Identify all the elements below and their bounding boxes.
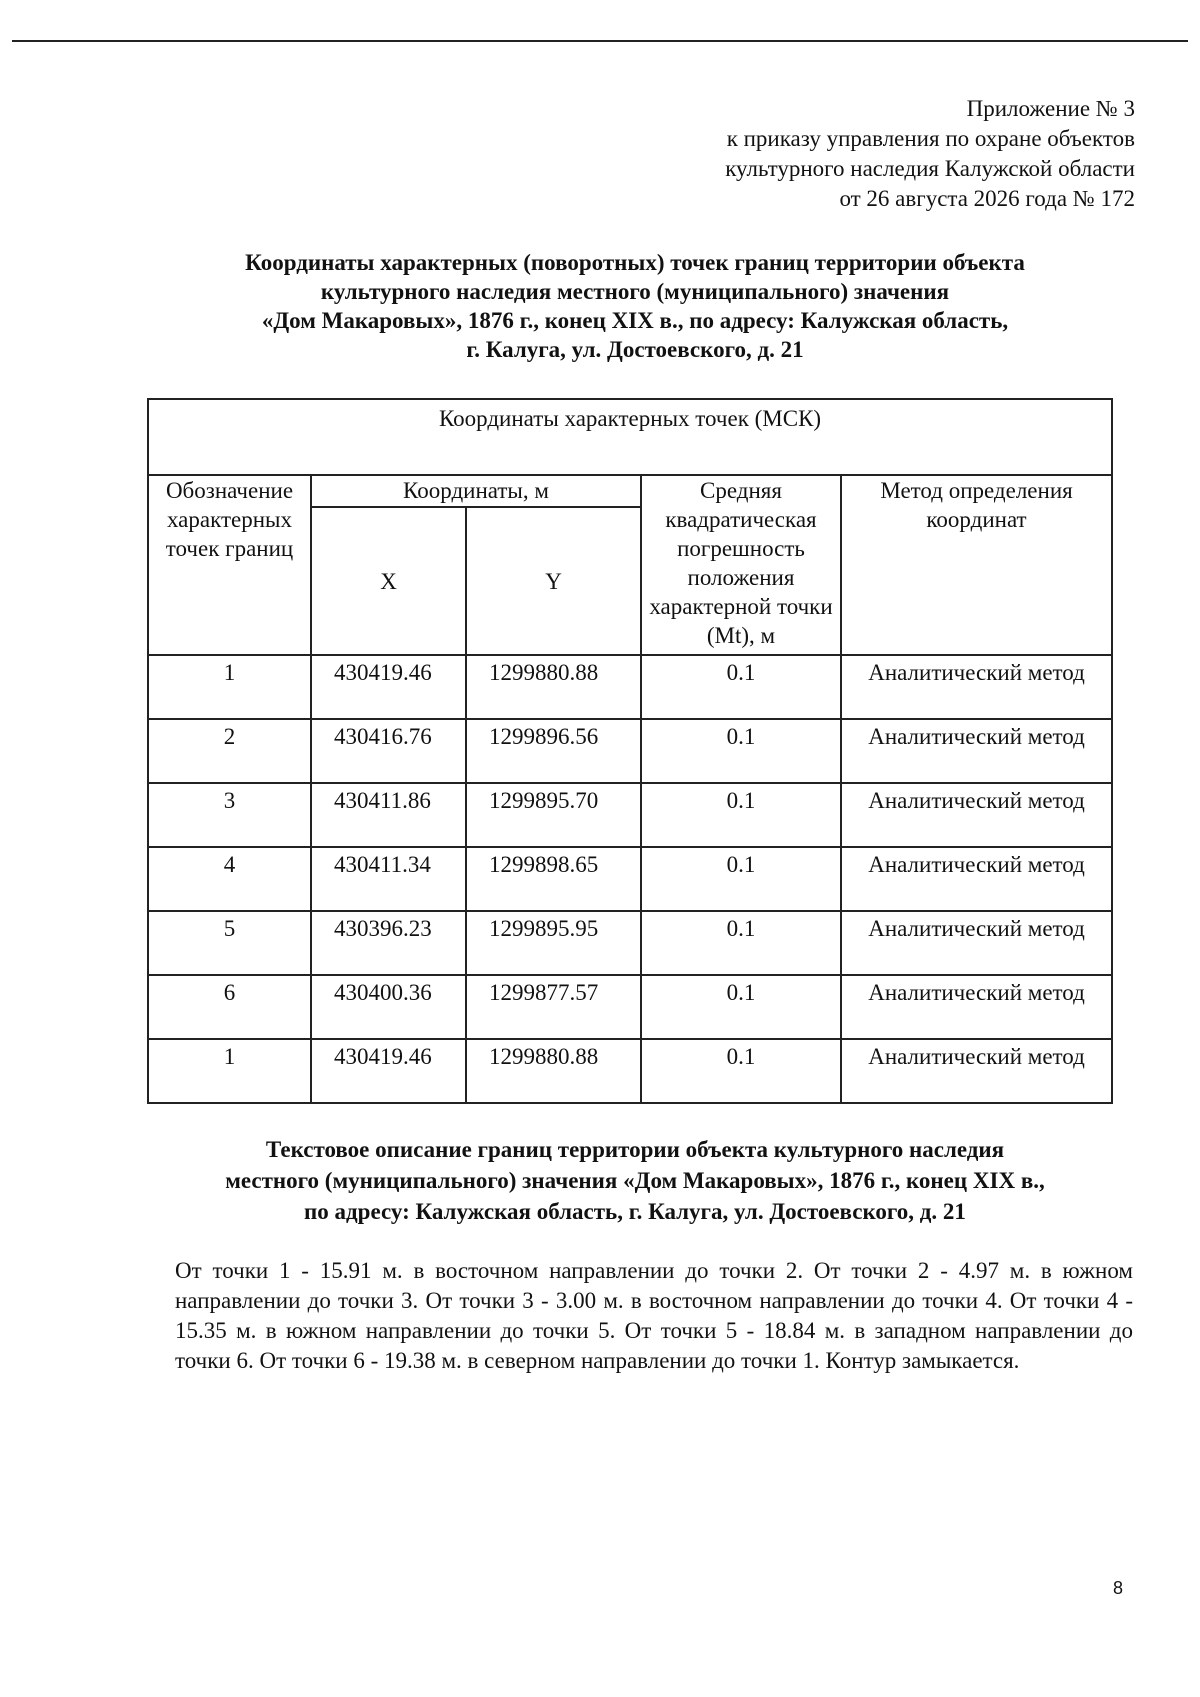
cell-point: 5: [148, 911, 311, 975]
table-row: [148, 975, 1112, 1039]
cell-x: 430400.36: [311, 975, 466, 1039]
table-row: [148, 719, 1112, 783]
cell-mt: 0.1: [641, 655, 841, 719]
description-title: [150, 1134, 1120, 1227]
appendix-line: от 26 августа 2026 года № 172: [839, 186, 1135, 211]
cell-y: 1299880.88: [466, 1039, 641, 1103]
header-point: Обозначение характерных точек границ: [148, 475, 311, 655]
cell-x: 430419.46: [311, 1039, 466, 1103]
cell-x: 430411.86: [311, 783, 466, 847]
cell-mt: 0.1: [641, 911, 841, 975]
cell-point: 1: [148, 655, 311, 719]
cell-mt: 0.1: [641, 847, 841, 911]
header-y: Y: [466, 507, 641, 655]
subtitle-line: Текстовое описание границ территории объекта культурного наследия: [265, 1137, 1005, 1162]
appendix-header: [575, 94, 1135, 214]
cell-y: 1299895.70: [466, 783, 641, 847]
cell-point: 1: [148, 1039, 311, 1103]
subtitle-line: местного (муниципального) значения «Дом Макаровых», 1876 г., конец XIX в.,: [225, 1168, 1045, 1193]
appendix-line: культурного наследия Калужской области: [725, 156, 1135, 181]
cell-y: 1299898.65: [466, 847, 641, 911]
table-row: [148, 1039, 1112, 1103]
coordinates-table: [147, 398, 1113, 1104]
table-row: [148, 847, 1112, 911]
header-x: X: [311, 507, 466, 655]
table-row: [148, 655, 1112, 719]
cell-y: 1299877.57: [466, 975, 641, 1039]
cell-point: 4: [148, 847, 311, 911]
cell-mt: 0.1: [641, 975, 841, 1039]
header-coords: Координаты, м: [311, 475, 641, 507]
cell-x: 430416.76: [311, 719, 466, 783]
cell-method: Аналитический метод: [841, 1039, 1112, 1103]
cell-y: 1299896.56: [466, 719, 641, 783]
cell-point: 3: [148, 783, 311, 847]
appendix-line: Приложение № 3: [966, 96, 1135, 121]
title-line: «Дом Макаровых», 1876 г., конец XIX в., по адресу: Калужская область,: [261, 308, 1009, 333]
header-error: Средняя квадратическая погрешность положения характерной точки (Mt), м: [641, 475, 841, 655]
cell-mt: 0.1: [641, 1039, 841, 1103]
cell-method: Аналитический метод: [841, 719, 1112, 783]
cell-x: 430396.23: [311, 911, 466, 975]
subtitle-line: по адресу: Калужская область, г. Калуга, ул. Достоевского, д. 21: [304, 1199, 966, 1224]
boundary-description: От точки 1 - 15.91 м. в восточном направлении до точки 2. От точки 2 - 4.97 м. в южном направлении до точки 3. От точки 3 - 3.00 м. в восточном направлении до точки 4. От точки 4 - 15.35 м. в южном направлении до точки 5. От точки 5 - 18.84 м. в западном направлении до точки 6. От точки 6 - 19.38 м. в северном направлении до точки 1. Контур замыкается.: [175, 1258, 1133, 1373]
cell-y: 1299895.95: [466, 911, 641, 975]
cell-method: Аналитический метод: [841, 783, 1112, 847]
cell-mt: 0.1: [641, 783, 841, 847]
title-line: г. Калуга, ул. Достоевского, д. 21: [466, 337, 804, 362]
cell-method: Аналитический метод: [841, 975, 1112, 1039]
title-line: культурного наследия местного (муниципального) значения: [320, 279, 950, 304]
table-row: [148, 911, 1112, 975]
cell-method: Аналитический метод: [841, 911, 1112, 975]
page-number: 8: [1113, 1578, 1124, 1598]
cell-method: Аналитический метод: [841, 655, 1112, 719]
title-line: Координаты характерных (поворотных) точек границ территории объекта: [245, 250, 1025, 275]
top-rule: [12, 40, 1188, 42]
cell-method: Аналитический метод: [841, 847, 1112, 911]
document-title: [150, 248, 1120, 364]
cell-mt: 0.1: [641, 719, 841, 783]
cell-point: 6: [148, 975, 311, 1039]
header-method: Метод определения координат: [841, 475, 1112, 655]
table-row: [148, 783, 1112, 847]
appendix-line: к приказу управления по охране объектов: [726, 126, 1135, 151]
cell-x: 430411.34: [311, 847, 466, 911]
cell-point: 2: [148, 719, 311, 783]
cell-y: 1299880.88: [466, 655, 641, 719]
cell-x: 430419.46: [311, 655, 466, 719]
table-caption: Координаты характерных точек (МСК): [148, 399, 1112, 475]
